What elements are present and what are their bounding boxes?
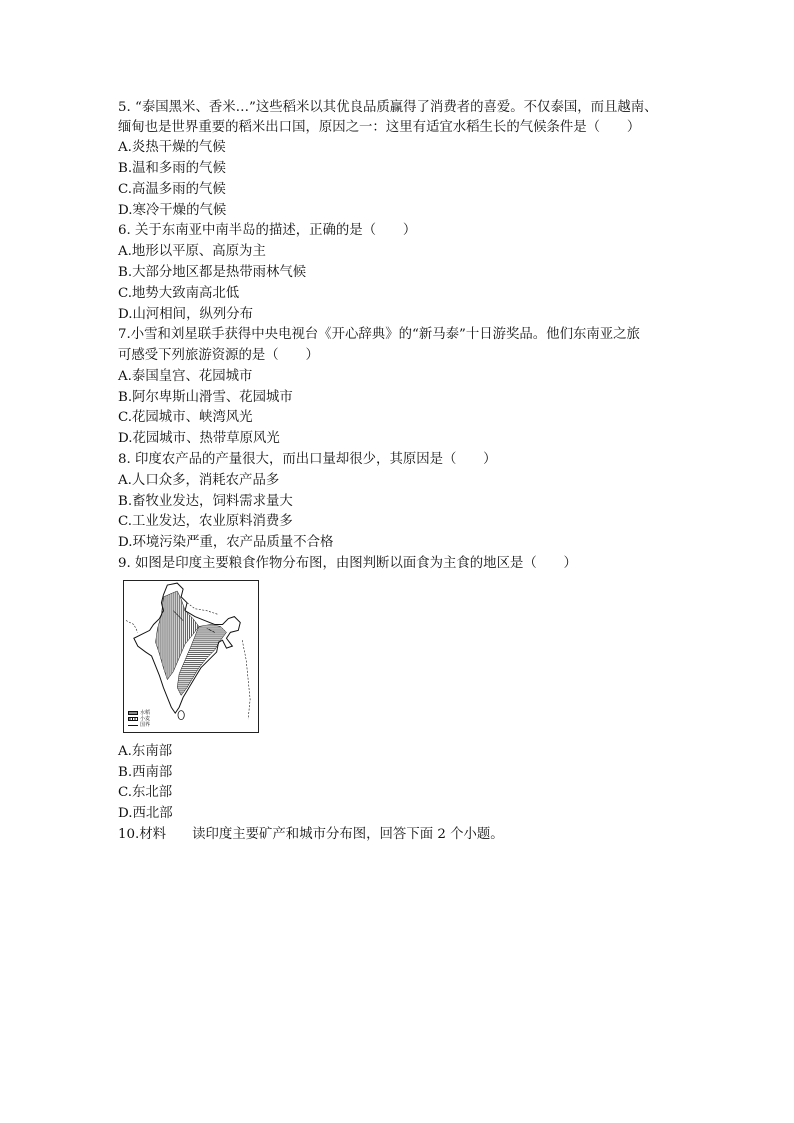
q9-option-c: C.东北部 — [118, 785, 173, 800]
wheat-swatch-icon — [128, 717, 138, 721]
border-swatch-icon — [128, 725, 138, 726]
q5-option-c: C.高温多雨的气候 — [118, 182, 226, 197]
map-legend — [128, 710, 150, 728]
q5-option-a: A.炎热干燥的气候 — [118, 140, 226, 155]
q9-option-b: B.西南部 — [118, 765, 173, 780]
q9-option-a: A.东南部 — [118, 744, 173, 759]
india-crop-map — [123, 580, 259, 733]
legend-border — [128, 722, 150, 728]
q8-option-a: A.人口众多，消耗农产品多 — [118, 473, 280, 488]
q10-text: 读印度主要矿产和城市分布图，回答下面 2 个小题。 — [192, 827, 504, 842]
q8-option-d: D.环境污染严重，农产品质量不合格 — [118, 535, 334, 550]
q5-stem-line1: 5. “泰国黑米、香米…”这些稻米以其优良品质赢得了消费者的喜爱。不仅泰国，而且越南、 — [118, 100, 658, 115]
q5-option-d: D.寒冷干燥的气候 — [118, 203, 227, 218]
q7-option-b: B.阿尔卑斯山滑雪、花园城市 — [118, 390, 293, 405]
legend-border-label: 国界 — [140, 722, 151, 728]
rice-swatch-icon — [128, 711, 138, 715]
q7-option-c: C.花园城市、峡湾风光 — [118, 410, 253, 425]
q6-option-c: C.地势大致南高北低 — [118, 286, 240, 301]
border-line — [187, 603, 219, 615]
q6-option-b: B.大部分地区都是热带雨林气候 — [118, 265, 307, 280]
q7-stem-line1: 7.小雪和刘星联手获得中央电视台《开心辞典》的“新马泰”十日游奖品。他们东南亚之旅 — [118, 327, 640, 342]
q5-option-b: B.温和多雨的气候 — [118, 161, 226, 176]
q9-stem: 9. 如图是印度主要粮食作物分布图，由图判断以面食为主食的地区是（ ） — [118, 556, 577, 571]
border-line — [242, 640, 250, 719]
q5-stem-line2: 缅甸也是世界重要的稻米出口国，原因之一：这里有适宜水稻生长的气候条件是（ ） — [118, 120, 641, 135]
q6-stem: 6. 关于东南亚中南半岛的描述，正确的是（ ） — [118, 223, 417, 238]
q7-option-a: A.泰国皇宫、花园城市 — [118, 369, 253, 384]
q8-stem: 8. 印度农产品的产量很大，而出口量却很少，其原因是（ ） — [118, 452, 497, 467]
q8-option-b: B.畜牧业发达，饲料需求量大 — [118, 494, 293, 509]
legend-wheat-label: 小麦 — [140, 716, 151, 722]
q7-option-d: D.花园城市、热带草原风光 — [118, 431, 280, 446]
sri-lanka — [178, 711, 184, 720]
legend-rice-label: 水稻 — [140, 710, 151, 716]
border-line — [126, 621, 138, 633]
q10-line — [118, 825, 504, 845]
q8-option-c: C.工业发达，农业原料消费多 — [118, 514, 293, 529]
q9-option-d: D.西北部 — [118, 806, 173, 821]
q6-option-a: A.地形以平原、高原为主 — [118, 244, 266, 259]
q10-label: 10.材料 — [118, 827, 167, 842]
q7-stem-line2: 可感受下列旅游资源的是（ ） — [118, 348, 319, 363]
india-outline — [134, 583, 240, 713]
q6-option-d: D.山河相间，纵列分布 — [118, 307, 254, 322]
